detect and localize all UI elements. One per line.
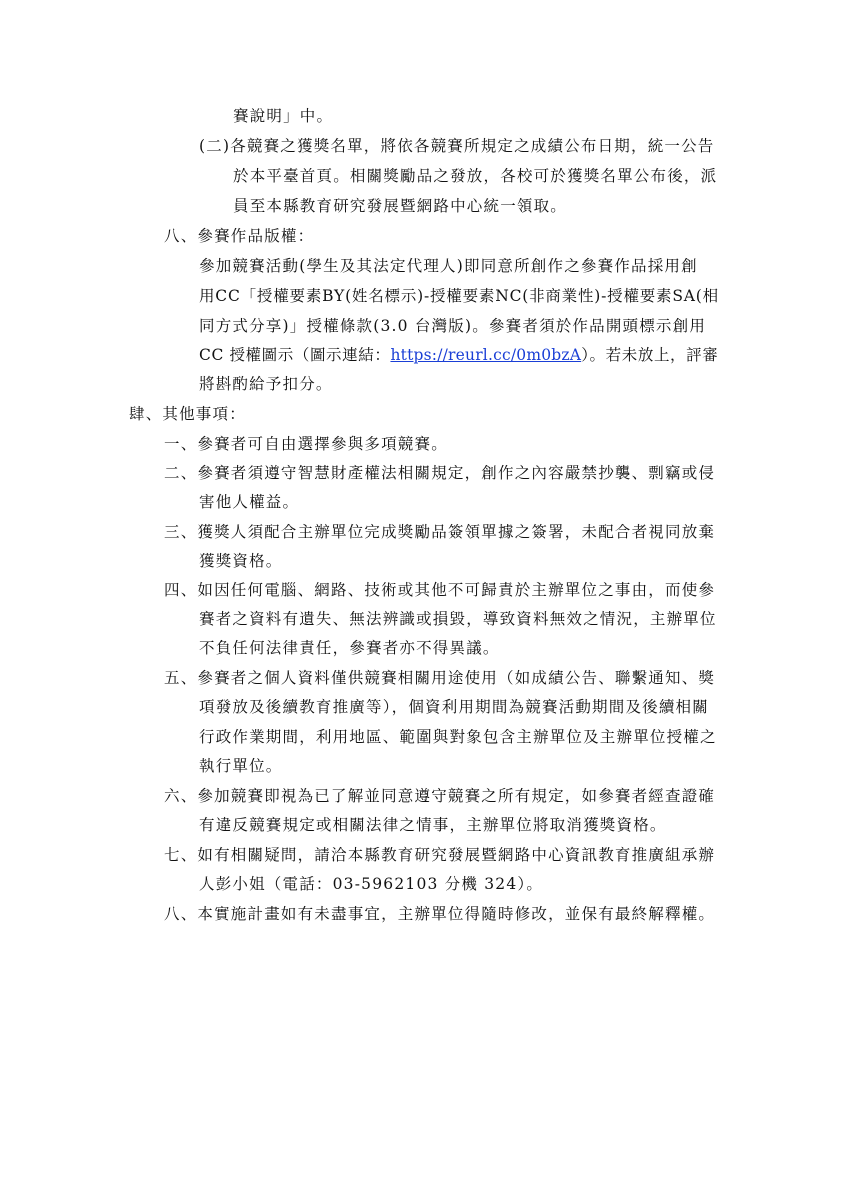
chapter-heading: 肆、其他事項： <box>129 405 246 423</box>
text-line: 同方式分享)」授權條款(3.0 台灣版)。參賽者須於作品開頭標示創用 <box>199 317 707 335</box>
text-line: 行政作業期間，利用地區、範圍與對象包含主辦單位及主辦單位授權之 <box>199 728 717 746</box>
text-line: 執行單位。 <box>199 757 283 775</box>
text-line: 項發放及後續教育推廣等），個資利用期間為競賽活動期間及後續相關 <box>199 698 709 716</box>
list-item: 七、如有相關疑問，請洽本縣教育研究發展暨網路中心資訊教育推廣組承辦 <box>164 846 716 864</box>
cc-icon-line <box>199 345 718 365</box>
cc-icon-link[interactable]: https://reurl.cc/0m0bzA <box>390 346 582 364</box>
text-line: 賽說明」中。 <box>233 107 334 125</box>
text-line: 將斟酌給予扣分。 <box>199 375 333 393</box>
cc-icon-line-after: ）。若未放上，評審 <box>581 346 719 364</box>
list-item: 三、獲獎人須配合主辦單位完成獎勵品簽領單據之簽署，未配合者視同放棄 <box>164 523 716 541</box>
list-item: 五、參賽者之個人資料僅供競賽相關用途使用（如成績公告、聯繫通知、獎 <box>164 669 716 687</box>
list-item: 一、參賽者可自由選擇參與多項競賽。 <box>164 435 448 453</box>
text-line: 於本平臺首頁。相關獎勵品之發放，各校可於獲獎名單公布後，派 <box>233 167 718 185</box>
text-line: 有違反競賽規定或相關法律之情事，主辦單位將取消獲獎資格。 <box>199 816 667 834</box>
cc-icon-line-before: CC 授權圖示（圖示連結： <box>199 346 391 364</box>
list-item: 六、參加競賽即視為已了解並同意遵守競賽之所有規定，如參賽者經查證確 <box>164 787 716 805</box>
list-item: 八、本實施計畫如有未盡事宜，主辦單位得隨時修改，並保有最終解釋權。 <box>164 905 716 923</box>
section-heading: 八、參賽作品版權： <box>164 227 315 245</box>
list-item: 二、參賽者須遵守智慧財產權法相關規定，創作之內容嚴禁抄襲、剽竊或侵 <box>164 464 716 482</box>
list-item: 四、如因任何電腦、網路、技術或其他不可歸責於主辦單位之事由，而使參 <box>164 581 716 599</box>
text-line: 獲獎資格。 <box>199 552 283 570</box>
text-line: 參加競賽活動(學生及其法定代理人)即同意所創作之參賽作品採用創 <box>199 257 698 275</box>
text-line: (二)各競賽之獲獎名單，將依各競賽所規定之成績公布日期，統一公告 <box>199 137 715 155</box>
text-line: 害他人權益。 <box>199 493 300 511</box>
text-line: 員至本縣教育研究發展暨網路中心統一領取。 <box>233 197 568 215</box>
text-line: 人彭小姐（電話：03-5962103 分機 324）。 <box>199 875 544 893</box>
text-line: 用CC「授權要素BY(姓名標示)-授權要素NC(非商業性)-授權要素SA(相 <box>199 287 719 305</box>
text-line: 不負任何法律責任，參賽者亦不得異議。 <box>199 639 500 657</box>
text-line: 賽者之資料有遺失、無法辨識或損毀，導致資料無效之情況，主辦單位 <box>199 610 717 628</box>
